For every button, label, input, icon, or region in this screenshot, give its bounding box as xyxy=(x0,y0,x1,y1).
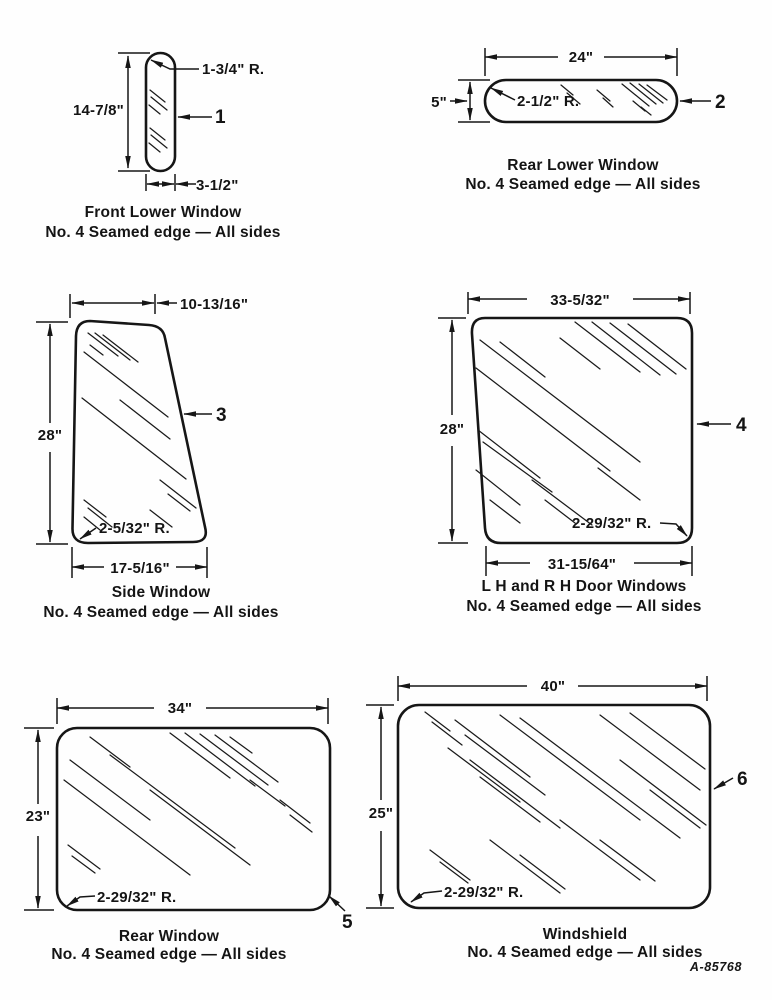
callout-number: 4 xyxy=(736,415,747,436)
height-dimension-label: 28" xyxy=(439,421,465,438)
height-dimension-label: 5" xyxy=(431,94,447,111)
figure-code: A-85768 xyxy=(689,960,742,974)
edge-note: No. 4 Seamed edge — All sides xyxy=(466,598,702,615)
window-title: Front Lower Window xyxy=(84,204,242,221)
callout-number: 1 xyxy=(215,107,226,128)
top-width-dimension-label: 33-5/32" xyxy=(550,292,610,309)
door-window-glass xyxy=(472,318,692,543)
glass-reflection-lines xyxy=(149,90,167,152)
edge-note: No. 4 Seamed edge — All sides xyxy=(43,604,279,621)
windshield-glass xyxy=(398,705,710,908)
width-dimension-label: 34" xyxy=(167,700,193,717)
front-lower-window-glass xyxy=(146,53,175,171)
window-title: Rear Window xyxy=(118,928,220,945)
rear-lower-window xyxy=(431,48,725,193)
width-dimension-label: 40" xyxy=(540,678,566,695)
edge-note: No. 4 Seamed edge — All sides xyxy=(51,946,287,963)
corner-radius-label: 2-29/32" R. xyxy=(97,889,177,906)
height-dimension-label: 25" xyxy=(368,805,394,822)
rear-window-glass xyxy=(57,728,330,910)
edge-note: No. 4 Seamed edge — All sides xyxy=(45,224,281,241)
width-dimension-label: 3-1/2" xyxy=(196,177,239,194)
glass-reflection-lines xyxy=(64,733,312,875)
callout-number: 3 xyxy=(216,405,227,426)
height-dimension-label: 14-7/8" xyxy=(72,102,124,119)
glass-reflection-lines xyxy=(425,712,706,893)
window-title: Side Window xyxy=(111,584,211,601)
corner-radius-label: 2-29/32" R. xyxy=(444,884,524,901)
window-title: L H and R H Door Windows xyxy=(481,578,687,595)
bottom-width-dimension-label: 17-5/16" xyxy=(110,560,170,577)
window-title: Rear Lower Window xyxy=(507,157,659,174)
edge-note: No. 4 Seamed edge — All sides xyxy=(465,176,701,193)
callout-number: 5 xyxy=(342,912,353,933)
rear-window-dimensions xyxy=(24,698,345,911)
top-width-dimension-label: 10-13/16" xyxy=(180,296,249,313)
edge-note: No. 4 Seamed edge — All sides xyxy=(467,944,703,961)
corner-radius-label: 2-1/2" R. xyxy=(517,93,580,110)
corner-radius-label: 2-5/32" R. xyxy=(99,520,170,537)
height-dimension-label: 23" xyxy=(25,808,51,825)
windshield-dimensions xyxy=(366,676,733,908)
front-lower-window xyxy=(45,53,280,241)
rear-window xyxy=(24,698,353,963)
width-dimension-label: 24" xyxy=(568,49,594,66)
glass-reflection-lines xyxy=(82,333,196,530)
side-window-glass xyxy=(72,321,205,543)
height-dimension-label: 28" xyxy=(37,427,63,444)
callout-number: 2 xyxy=(715,92,726,113)
door-windows xyxy=(438,292,747,615)
glass-reflection-lines xyxy=(476,322,686,525)
door-window-dimensions xyxy=(438,292,731,576)
side-window xyxy=(36,294,279,621)
bottom-width-dimension-label: 31-15/64" xyxy=(547,556,617,573)
corner-radius-label: 1-3/4" R. xyxy=(202,61,265,78)
windshield xyxy=(366,676,748,961)
corner-radius-label: 2-29/32" R. xyxy=(572,515,652,532)
callout-number: 6 xyxy=(737,769,748,790)
window-title: Windshield xyxy=(542,926,628,943)
